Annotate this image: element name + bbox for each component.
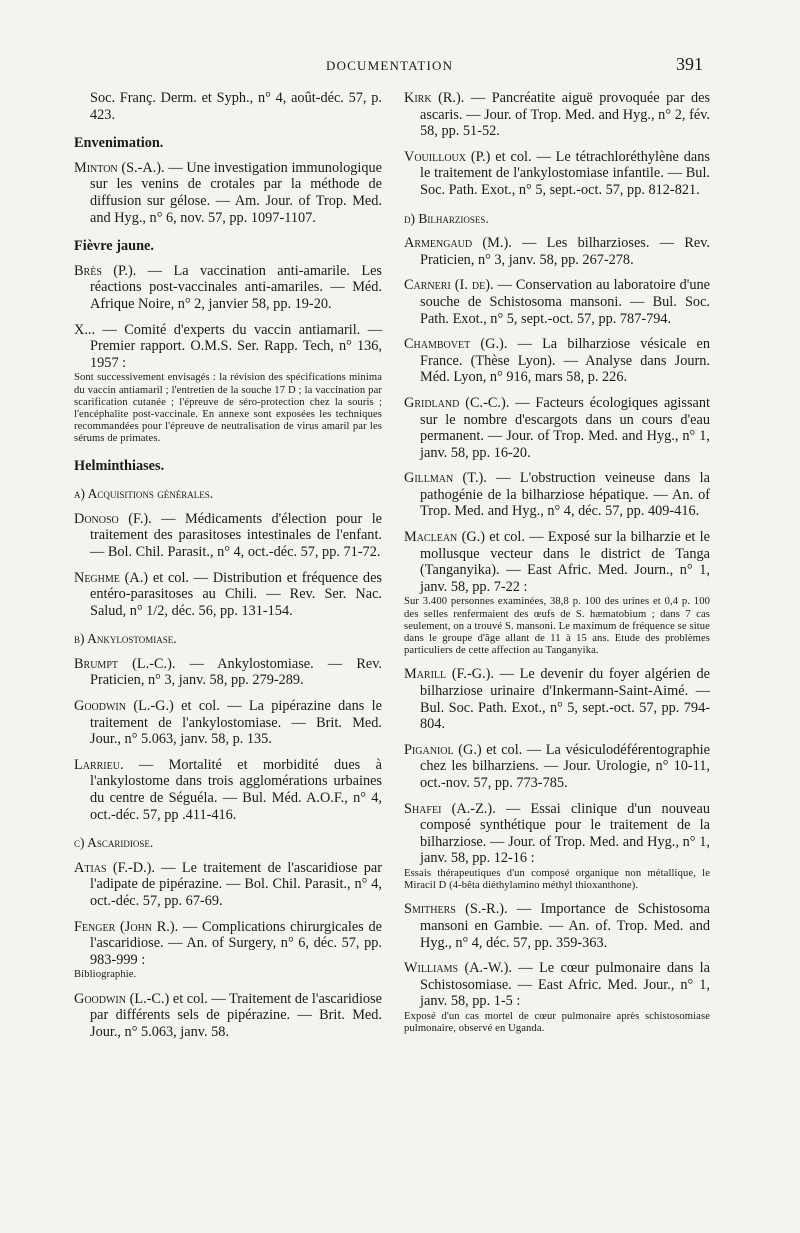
running-header xyxy=(0,54,800,78)
bib-entry xyxy=(404,235,710,268)
subsection-heading: a) Acquisitions générales. xyxy=(74,486,214,502)
bib-entry xyxy=(74,698,382,748)
entry-text: et col. — Distribution et fréquence des entéro-parasitoses au Chili. — Rev. Ser. Nac. Salud, n° 1/2, déc. 56, pp. 131-154. xyxy=(90,569,382,619)
entry-author: Smithers (S.-R.). xyxy=(404,901,508,918)
entry-text: — Mortalité et morbidité dues à l'ankylostome dans trois agglomérations urbaines du centre de Séguéla. — Bul. Méd. A.O.F., n° 4, oct.-déc. 57, pp .411-416. xyxy=(90,756,382,823)
entry-author: Brès (P.). xyxy=(74,262,137,279)
bib-entry xyxy=(74,757,382,823)
entry-text: — Une investigation immunologique sur les venins de crotales par la méthode de diffusion sur gélose. — Am. Jour. of Trop. Med. and Hyg., n° 6, nov. 57, pp. 1097-1107. xyxy=(90,159,382,226)
entry-author: Gridland (C.-C.). xyxy=(404,394,510,411)
entry-text: — Le devenir du foyer algérien de bilharziose urinaire d'Inkermann-Saint-Aimé. — Bul. Soc. Path. Exot., n° 5, sept.-oct. 57, pp. 794-804. xyxy=(420,666,710,733)
entry-author: Minton (S.-A.). xyxy=(74,159,165,176)
entry-text: et col. — Traitement de l'ascaridiose par différents sels de pipérazine. — Brit. Med. Jour., n° 5.063, janv. 58. xyxy=(90,990,382,1040)
entry-text: — Le cœur pulmonaire dans la Schistosomiase. — East Afric. Med. Jour., n° 1, janv. 58, pp. 1-5 : xyxy=(420,960,710,1010)
entry-author: Gillman (T.). xyxy=(404,470,487,487)
entry-author: Chambovet (G.). xyxy=(404,336,508,353)
entry-text: — Importance de Schistosoma mansoni en Gambie. — An. of. Trop. Med. and Hyg., n° 4, déc. 57, pp. 359-363. xyxy=(420,901,710,951)
bib-entry xyxy=(404,470,710,520)
bib-entry xyxy=(404,90,710,140)
entry-text: — Pancréatite aiguë provoquée par des ascaris. — Jour. of Trop. Med. and Hyg., n° 2, fév. 58, pp. 51-52. xyxy=(420,90,711,140)
running-title: DOCUMENTATION xyxy=(326,58,454,73)
entry-author: Atias (F.-D.). xyxy=(74,859,155,876)
entry-author: Vouilloux (P.) xyxy=(404,148,491,165)
bib-entry xyxy=(74,511,382,561)
bib-entry xyxy=(404,395,710,461)
section-heading: Envenimation. xyxy=(74,135,164,152)
entry-author: Armengaud (M.). xyxy=(404,235,512,252)
entry-note: Essais thérapeutiques d'un composé organique non métallique, le Miracil D (4-bêta diéthylamino méthyl thioxanthone). xyxy=(404,867,710,892)
continued-entry: Soc. Franç. Derm. et Syph., n° 4, août-déc. 57, p. 423. xyxy=(90,90,382,123)
bib-entry xyxy=(74,263,382,313)
bib-entry xyxy=(404,277,710,327)
bib-entry xyxy=(404,336,710,386)
bib-entry xyxy=(404,666,710,732)
entry-text: — Ankylostomiase. — Rev. Praticien, n° 3, janv. 58, pp. 279-289. xyxy=(90,655,382,689)
page-number: 391 xyxy=(676,54,703,74)
entry-author: Williams (A.-W.). xyxy=(404,960,512,977)
entry-text: et col. — Le tétrachloréthylène dans le traitement de l'ankylostomiase infantile. — Bul. Soc. Path. Exot., n° 5, sept.-oct. 57, pp. 812-821. xyxy=(420,148,710,198)
entry-author: Shafei (A.-Z.). xyxy=(404,800,496,817)
entry-author: X... xyxy=(74,321,96,338)
entry-author: Goodwin (L.-C.) xyxy=(74,990,170,1007)
bib-entry xyxy=(404,149,710,199)
entry-text: — Médicaments d'élection pour le traitement des parasitoses intestinales de l'enfant. — Bol. Chil. Parasit., n° 4, oct.-déc. 57, pp. 71-72. xyxy=(90,510,383,560)
bib-entry xyxy=(74,656,382,689)
entry-author: Larrieu. xyxy=(74,756,124,773)
section-heading: Fièvre jaune. xyxy=(74,238,154,255)
entry-author: Donoso (F.). xyxy=(74,510,152,527)
bib-entry xyxy=(74,860,382,910)
bib-entry xyxy=(404,901,710,951)
entry-text: — L'obstruction veineuse dans la pathogénie de la bilharziose hépatique. — An. of Trop. Med. and Hyg., n° 4, déc. 57, pp. 409-416. xyxy=(420,470,711,520)
bib-entry xyxy=(74,160,382,226)
entry-note: Bibliographie. xyxy=(74,969,137,981)
section-heading: Helminthiases. xyxy=(74,457,165,474)
left-column xyxy=(74,90,382,1049)
entry-note: Sont successivement envisagés : la révision des spécifications minima du vaccin antiamaril ; l'entretien de la souche 17 D ; la vaccination par scarification cutanée ; l'épreuve de séro-protection chez la souris ; l'encéphalite post-vaccinale. En annexe sont exposées les techniques recommandées pour l'épreuve de neutralisation de virus amaril par les sérums de primates. xyxy=(74,372,382,445)
entry-text: — La vaccination anti-amarile. Les réactions post-vaccinales anti-amariles. — Méd. Afrique Noire, n° 2, janvier 58, pp. 19-20. xyxy=(90,262,382,312)
entry-author: Kirk (R.). xyxy=(404,90,465,106)
entry-text: — Comité d'experts du vaccin antiamaril. — Premier rapport. O.M.S. Ser. Rapp. Tech, n° 136, 1957 : xyxy=(90,321,382,371)
entry-text: — Conservation au laboratoire d'une souche de Schistosoma mansoni. — Bul. Soc. Path. Exot., n° 5, sept.-oct. 57, pp. 787-794. xyxy=(420,277,710,327)
bib-entry xyxy=(74,991,382,1041)
entry-text: — Facteurs écologiques agissant sur le nombre d'escargots dans un cours d'eau permanent. — Jour. of Trop. Med. and Hyg., n° 1, janv. 58, pp. 16-20. xyxy=(420,394,710,461)
entry-author: Carneri (I. de). xyxy=(404,277,494,294)
subsection-heading: d) Bilharzioses. xyxy=(404,210,489,226)
entry-author: Fenger (John R.). xyxy=(74,918,179,935)
right-column xyxy=(404,90,710,1044)
entry-text: — Complications chirurgicales de l'ascaridiose. — An. of Surgery, n° 6, déc. 57, pp. 983-999 : xyxy=(90,918,382,968)
entry-text: et col. — La vésiculodéférentographie chez les bilharziens. — Jour. Urologie, n° 10-11, oct.-nov. 57, pp. 773-785. xyxy=(420,741,710,792)
entry-note: Sur 3.400 personnes examinées, 38,8 p. 100 des urines et 0,4 p. 100 des selles renfermaient des œufs de S. hæmatobium ; dans 7 cas seulement, on a trouvé S. mansoni. Le maximum de fréquence se situe dans le groupe d'âge allant de 11 à 15 ans. Etude des problèmes particuliers de cette affection au Tanganyika. xyxy=(404,596,710,657)
entry-text: — Essai clinique d'un nouveau composé synthétique pour le traitement de la bilharziose. — Jour. of Trop. Med. and Hyg., n° 1, janv. 58, pp. 12-16 : xyxy=(420,800,710,867)
bib-entry xyxy=(404,960,710,1035)
bib-entry xyxy=(74,322,382,446)
entry-text: — Le traitement de l'ascaridiose par l'adipate de pipérazine. — Bol. Chil. Parasit., n° 4, oct.-déc. 57, pp. 67-69. xyxy=(90,859,382,909)
entry-author: Brumpt (L.-C.). xyxy=(74,655,176,672)
bib-entry xyxy=(74,570,382,620)
entry-text: — Les bilharzioses. — Rev. Praticien, n° 3, janv. 58, pp. 267-278. xyxy=(420,235,710,268)
entry-author: Piganiol (G.) xyxy=(404,741,482,758)
entry-author: Marill (F.-G.). xyxy=(404,666,494,683)
subsection-heading: b) Ankylostomiase. xyxy=(74,631,177,647)
subsection-heading: c) Ascaridiose. xyxy=(74,835,154,851)
entry-author: Goodwin (L.-G.) xyxy=(74,698,174,715)
entry-author: Neghme (A.) xyxy=(74,569,149,586)
entry-text: et col. — Exposé sur la bilharzie et le mollusque vecteur dans le district de Tanga (Tanganyika). — East Afric. Med. Journ., n° 1, janv. 58, pp. 7-22 : xyxy=(420,529,710,595)
entry-text: et col. — La pipérazine dans le traitement de l'ankylostomiase. — Brit. Med. Jour., n° 5.063, janv. 58, p. 135. xyxy=(90,698,382,748)
bib-entry xyxy=(74,919,382,982)
entry-author: Maclean (G.) xyxy=(404,529,485,546)
bib-entry xyxy=(404,529,710,657)
entry-text: — La bilharziose vésicale en France. (Thèse Lyon). — Analyse dans Journ. Méd. Lyon, n° 916, mars 58, p. 226. xyxy=(420,336,710,386)
bib-entry xyxy=(404,801,710,893)
bib-entry xyxy=(404,742,710,792)
entry-note: Exposé d'un cas mortel de cœur pulmonaire après schistosomiase pulmonaire, observé en Uganda. xyxy=(404,1010,710,1035)
